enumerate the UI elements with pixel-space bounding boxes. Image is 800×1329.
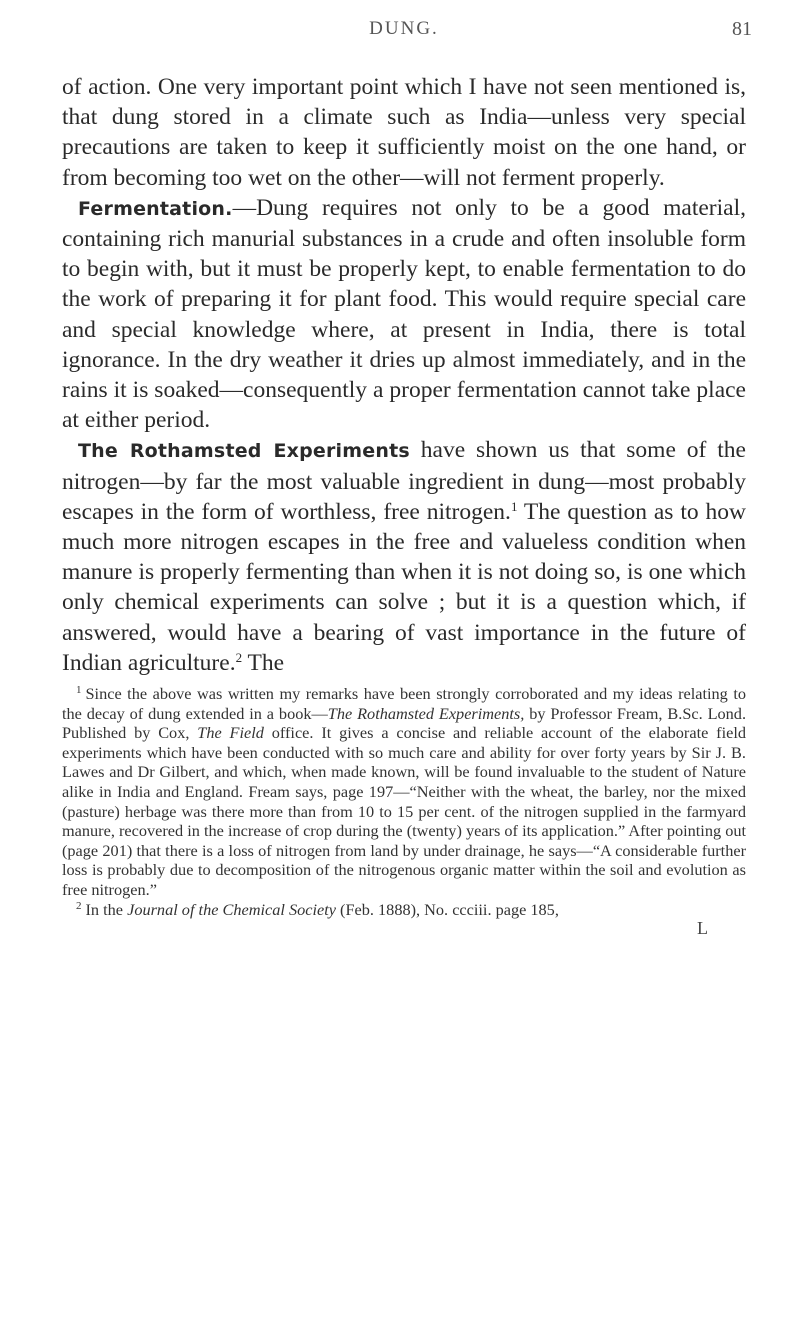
journal-title: Journal of the Chemical Society	[127, 899, 336, 919]
footnote-1-mark: 1	[76, 684, 82, 697]
paragraph-rothamsted-text-c: The	[242, 649, 285, 676]
publisher-the-field: The Field	[197, 723, 264, 743]
running-head-title: DUNG.	[369, 18, 439, 39]
footnote-1-text-c: office. It gives a concise and reliable account of the elaborate field experiments which have been conducted with so much care and ability for over forty years by Sir J. B. Lawes and Dr Gilbert, and which, when made known, will be found invaluable to the student of Nature alike in India and England. Fream says, page 197—“Neither with the wheat, the barley, nor the mixed (pasture) herbage was there more than from 10 to 15 per cent. of the nitrogen supplied in the farmyard manure, recovered in the increase of crop during the (twenty) years of its application.” After pointing out (page 201) that there is a loss of nitrogen from land by under drainage, he says—“A considerable further loss is probably due to decomposition of the nitrogenous organic matter within the soil and evolution as free nitrogen.”	[62, 723, 746, 899]
footnote-2-text-a: In the	[85, 899, 128, 919]
paragraph-fermentation-text: —Dung requires not only to be a good material, containing rich manurial substances in a crude and often insoluble form to begin with, but it must be properly kept, to enable fermentation to do the work of preparing it for plant food. This would require special care and special knowledge where, at present in India, there is total ignorance. In the dry weather it dries up almost immediately, and in the rains it is soaked—consequently a proper fermentation cannot take place at either period.	[62, 194, 746, 434]
paragraph-rothamsted	[62, 435, 746, 678]
book-page	[62, 18, 752, 939]
footnote-ref-1[interactable]: 1	[510, 498, 518, 514]
footnotes	[62, 684, 746, 939]
footnote-1-text-b: by Professor Fream, B.Sc. Lond. Published by Cox,	[62, 703, 747, 743]
footnote-ref-2[interactable]: 2	[235, 649, 243, 665]
paragraph-rothamsted-text-a: have shown us that some of the nitrogen—by far the most valuable ingredient in dung—most probably escapes in the form of worthless, free nitrogen.	[62, 437, 746, 525]
footnote-1	[62, 684, 746, 900]
footnote-2-mark: 2	[76, 899, 82, 912]
paragraph-fermentation	[62, 193, 746, 436]
sidehead-fermentation: Fermentation.	[78, 197, 233, 220]
body-text	[62, 72, 746, 678]
page-number: 81	[732, 18, 752, 40]
footnote-2	[62, 900, 746, 920]
paragraph-1: of action. One very important point which I have not seen mentioned is, that dung stored in a climate such as India—unless very special precautions are taken to keep it sufficiently moist on the one hand, or from becoming too wet on the other—will not ferment properly.	[62, 74, 746, 191]
paragraph-rothamsted-text-b: The question as to how much more nitrogen escapes in the free and valueless condition when manure is properly fermenting than when it is not doing so, is one which only chemical experiments can solve ; but it is a question which, if answered, would have a bearing of vast importance in the future of Indian agriculture.	[62, 498, 746, 676]
footnote-2-text-b: (Feb. 1888), No. ccciii. page 185,	[335, 899, 559, 919]
book-title-rothamsted: The Rothamsted Experiments,	[327, 703, 525, 723]
signature-mark: L	[697, 918, 708, 939]
sidehead-rothamsted: The Rothamsted Experiments	[78, 440, 410, 463]
footnote-1-text-a: Since the above was written my remarks have been strongly corroborated and my ideas relating to the decay of dung extended in a book—	[62, 684, 746, 723]
running-head	[62, 18, 752, 52]
